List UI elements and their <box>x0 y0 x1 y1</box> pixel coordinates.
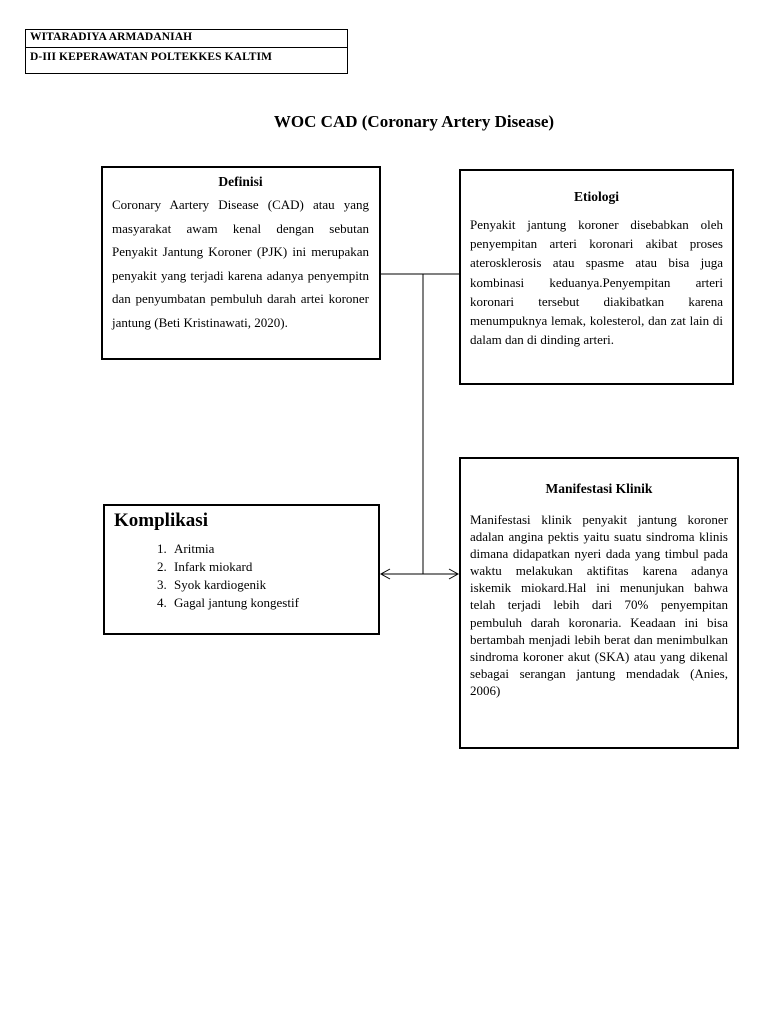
page-title: WOC CAD (Coronary Artery Disease) <box>273 112 555 131</box>
etiologi-text: Penyakit jantung koroner disebabkan oleh penyempitan arteri koronari akibat proses aterosklerosis atau spasme atau bisa juga kombinasi keduanya.Penyempitan arteri koronari tersebut diakibatkan karena menumpuknya lemak, kolesterol, dan zat lain di dalam dan di dinding arteri. <box>470 217 723 348</box>
komplikasi-item: 3. Syok kardiogenik <box>170 576 370 594</box>
komplikasi-item: 4. Gagal jantung kongestif <box>170 594 370 612</box>
definisi-text: Coronary Aartery Disease (CAD) atau yang masyarakat awam kenal dengan sebutan Penyakit Jantung Koroner (PJK) ini merupakan penyakit yang terjadi karena adanya penyempitn dan penyumbatan pembuluh darah artei koroner jantung (Beti Kristinawati, 2020). <box>112 197 369 330</box>
komplikasi-item: 2. Infark miokard <box>170 558 370 576</box>
program-name: D-III KEPERAWATAN POLTEKKES KALTIM <box>30 51 273 63</box>
manifestasi-text: Manifestasi klinik penyakit jantung koroner adalan angina pektis yaitu suatu sindroma klinis dimana didapatkan nyeri dada yang timbul pada waktu melakukan aktifitas karena adanya iskemik miokard.Hal ini menunjukan bahwa telah terjadi lebih dari 70% penyempitan pembuluh darah koronaria. Keadaan ini bisa bertambah menjadi lebih berat dan menimbulkan sindroma koroner akut (SKA) atau yang dikenal sebagai serangan jantung mendadak (Anies, 2006) <box>470 512 728 698</box>
komplikasi-heading: Komplikasi <box>114 510 208 531</box>
author-name: WITARADIYA ARMADANIAH <box>30 31 193 43</box>
definisi-heading: Definisi <box>218 174 263 189</box>
etiologi-heading: Etiologi <box>573 189 619 204</box>
komplikasi-item: 1. Aritmia <box>170 540 370 558</box>
manifestasi-heading: Manifestasi Klinik <box>545 481 653 496</box>
